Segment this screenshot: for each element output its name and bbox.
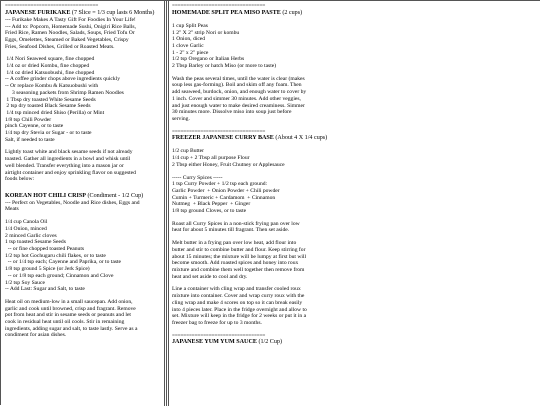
- curry-yield: (About 4 X 1/4 cups): [273, 135, 328, 142]
- chili-crisp-title-text: KOREAN HOT CHILI CRISP: [5, 192, 86, 199]
- chili-crisp-intro: --- Perfect on Vegetables, Noodle and Rice dishes, Eggs and Meats: [5, 199, 140, 213]
- divider-rule: =================================: [172, 332, 266, 339]
- yum-yum-title-text: JAPANESE YUM YUM SAUCE: [172, 339, 257, 346]
- miso-title-text: HOMEMADE SPLIT PEA MISO PASTE: [172, 9, 281, 16]
- chili-crisp-yield: (Condiment - 1/2 Cup): [85, 192, 144, 199]
- chili-crisp-ingredients: 1/4 cup Canola Oil 1/4 Onion, minced 2 minced Garlic cloves 1 tsp toasted Sesame Seeds -- or fine chopped toasted Peanuts 1/2 tsp hot Gochugaru chili flakes, or to taste -- or 1/4 tsp each; Cayenne and Paprika, or to taste 1/8 tsp ground 5 Spice (or Jerk Spice) -- or 1/8 tsp each ground; Cinnamon and Clove 1/2 tsp Soy Sauce -- Add Last: Sugar and Salt, to taste: [5, 219, 122, 293]
- miso-ingredients: 1 cup Split Peas 1 2" X 2" strip Nori or kombu 1 Onion, diced 1 clove Garlic 1 - 2" x 2" piece 1/2 tsp Oregano or Italian Herbs 2 Tbsp Barley or hatch Miso (or more to taste): [172, 22, 277, 70]
- furikake-recipe-title: [5, 10, 161, 17]
- furikake-yield: (7 Slice = 1/3 cup lasts 6 Months): [70, 9, 155, 16]
- divider-rule: =================================: [172, 128, 266, 135]
- curry-spices: ----- Curry Spices ----- 1 tsp Curry Powder + 1/2 tsp each ground: Garlic Powder + Onion Powder + Chili powder Cumin + Turmeric + Cardamom + Cinnamon Nutmeg + Black Pepper + Ginger 1/8 tsp ground Cloves, or to taste: [172, 174, 280, 215]
- curry-step-roux: Melt butter in a frying pan over low heat, add flour into butter and stir to combine butter and flour. Keep stirring for about 15 minutes; the mixture will be lumpy at first but will become smooth. Add roasted spices and honey into roux mixture and combine them well together then remove from heat and set aside to cool and dry.: [172, 240, 307, 280]
- furikake-method: Lightly toast white and black sesame seeds if not already toasted. Gather all ingredients in a bowl and whisk until well blended. Transfer everything into a mason jar or airtight container and enjoy sprinkling flavor on suggested foods below:: [5, 149, 136, 183]
- curry-ingredients: 1/2 cup Butter 1/4 cup + 2 Tbsp all purpose Flour 2 Tbsp either Honey, Fruit Chutney or Applesauce: [172, 148, 285, 168]
- left-column: [2, 1, 165, 406]
- curry-recipe-title: [172, 135, 335, 142]
- divider-rule: =================================: [5, 3, 99, 9]
- column-divider: [166, 1, 167, 406]
- divider-rule: =================================: [172, 3, 266, 9]
- yum-yum-yield: (1/2 Cup): [256, 339, 282, 346]
- furikake-intro: --- Furikake Makes A Tasty Gift For Foodies In Your Life! --- Add to: Popcorn, Homemade Sushi, Onigiri Rice Balls, Fried Rice, Ramen Noodles, Salads, Soups, Fried Tofu Or Eggs, Omelettes, Steamed or Baked Vegetables, Crispy Fries, Seafood Dishes, Grilled or Roasted Meats.: [5, 16, 136, 50]
- right-column: [168, 1, 338, 406]
- chili-crisp-recipe-title: [5, 193, 161, 200]
- furikake-ingredients: 1/4 Nori Seaweed square, fine chopped 1/4 oz or dried Kombu, fine chopped 1/4 oz dried Katsuobushi, fine chopped -- A coffee grinder chops above ingredients quickly -- Or replace Kombu & Katsuobushi with 3 seasoning packets from Shrimp Ramen Noodles 1 Tbsp dry toasted White Sesame Seeds 2 tsp dry toasted Black Sesame Seeds 1/4 tsp minced dried Shiso (Perilla) or Mint 1/8 tsp Chili Powder pinch Cayenne, or to taste 1/4 tsp dry Stevia or Sugar - or to taste Salt, if needed to taste: [5, 56, 124, 143]
- chili-crisp-method: Heat oil on medium-low in a small saucepan. Add onion, garlic and cook until browned, crisp and fragrant. Remove pot from heat and stir in sesame seeds or peanuts and let cook in residual heat until oil cools. Stir in remaining ingredients, adding sugar and salt, to taste lastly. Serve as a condiment for asian dishes.: [5, 298, 138, 339]
- miso-yield: (2 cups): [280, 9, 303, 16]
- miso-method: Wash the peas several times, until the water is clear (makes soup less gas-forming). Boil and skim off any foam. Then add seaweed, burdock, onion, and enough water to cover by 1 inch. Cover and simmer 30 minutes. Add other veggies, and just enough water to make desired creaminess. Simmer 30 minutes more. Dissolve miso into soup just before serving.: [172, 75, 307, 122]
- curry-step-roast: Roast all Curry Spices in a non-stick frying pan over low heat for about 5 minutes till fragrant. Then set aside.: [172, 220, 300, 234]
- yum-yum-recipe-title: [172, 339, 335, 346]
- miso-recipe-title: [172, 10, 335, 17]
- curry-title-text: FREEZER JAPANESE CURRY BASE: [172, 135, 274, 142]
- furikake-title-text: JAPANESE FURIKAKE: [5, 9, 71, 16]
- curry-step-store: Line a container with cling wrap and transfer cooled roux mixture into container. Cover and wrap curry roux with the cling wrap and make 4 scores on top so it can break easily into 4 pieces later. Place in the fridge overnight and allow to set. Mixture will keep in the fridge for 2 weeks or put it in a freezer bag to freeze for up to 3 months.: [172, 286, 307, 326]
